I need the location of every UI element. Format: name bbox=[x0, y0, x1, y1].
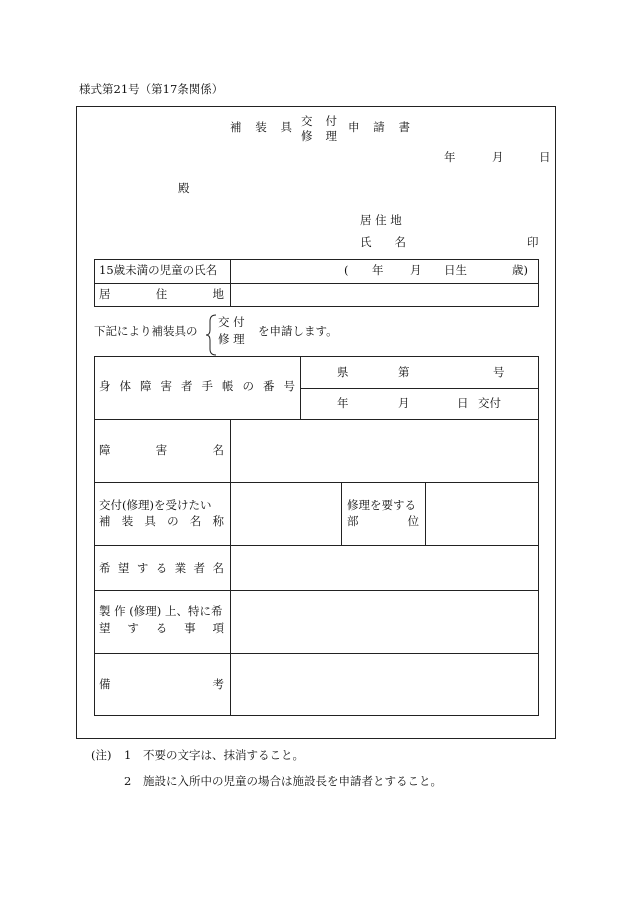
repair-part-label-line1: 修理を要する bbox=[347, 498, 416, 512]
title-option-issue: 交 付 bbox=[301, 114, 337, 128]
device-label-line2: 補 装 具 の 名 称 bbox=[99, 514, 224, 528]
main-table bbox=[94, 356, 539, 716]
note-2-text: 施設に入所中の児童の場合は施設長を申請者とすること。 bbox=[143, 774, 442, 788]
vendor-label: 希 望 す る 業 者 名 bbox=[99, 561, 224, 575]
applicant-name-label: 氏 名 bbox=[360, 235, 406, 249]
brace-icon bbox=[205, 314, 217, 356]
date-month: 月 bbox=[492, 150, 504, 164]
issue-day-label: 日 bbox=[457, 396, 469, 410]
request-prefix: 下記により補装具の bbox=[94, 324, 198, 338]
issued-label: 交付 bbox=[478, 396, 501, 410]
repair-part-label-line2: 部 位 bbox=[347, 514, 419, 528]
prefecture-label: 県 bbox=[337, 365, 349, 379]
issue-month-label: 月 bbox=[398, 396, 410, 410]
applicant-address-label: 居 住 地 bbox=[360, 213, 402, 227]
request-option-repair: 修 理 bbox=[218, 332, 245, 346]
note-2-number: 2 bbox=[124, 774, 132, 788]
notes-marker: (注) bbox=[91, 748, 112, 762]
title-option-repair: 修 理 bbox=[301, 129, 337, 143]
handbook-number-label: 身 体 障 害 者 手 帳 の 番 号 bbox=[99, 379, 295, 393]
addressee-suffix: 殿 bbox=[178, 181, 190, 195]
request-option-issue: 交 付 bbox=[218, 315, 245, 329]
note-1-number: 1 bbox=[124, 748, 132, 762]
wishes-label-line1: 製 作 (修理) 上、特に希 bbox=[99, 604, 223, 618]
note-1-text: 不要の文字は、抹消すること。 bbox=[143, 748, 304, 762]
child-name-label: 15歳未満の児童の氏名 bbox=[99, 263, 218, 277]
birth-day-label: 日生 bbox=[444, 263, 467, 277]
device-label-line1: 交付(修理)を受けたい bbox=[99, 498, 212, 512]
number-prefix-label: 第 bbox=[398, 365, 410, 379]
disability-name-label: 障 害 名 bbox=[99, 443, 224, 457]
request-suffix: を申請します。 bbox=[258, 324, 338, 338]
remarks-label: 備 考 bbox=[99, 677, 224, 691]
form-number: 様式第21号（第17条関係） bbox=[79, 82, 224, 96]
wishes-label-line2: 望 す る 事 項 bbox=[99, 621, 224, 635]
date-day: 日 bbox=[539, 150, 551, 164]
issue-year-label: 年 bbox=[337, 396, 349, 410]
birth-month-label: 月 bbox=[410, 263, 422, 277]
number-suffix-label: 号 bbox=[493, 365, 505, 379]
seal-mark: 印 bbox=[527, 235, 539, 249]
child-address-label: 居 住 地 bbox=[99, 287, 224, 301]
birth-year-label: 年 bbox=[372, 263, 384, 277]
age-label: 歳) bbox=[512, 263, 528, 277]
date-year: 年 bbox=[444, 150, 456, 164]
